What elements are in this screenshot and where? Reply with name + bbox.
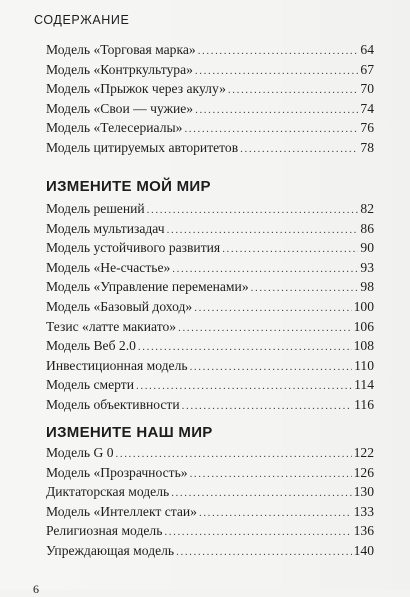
toc-entry-page: 130: [353, 484, 374, 500]
section-heading-change-my-world: ИЗМЕНИТЕ МОЙ МИР: [46, 178, 211, 195]
toc-entry: [46, 40, 374, 60]
toc-entry-title: Модель Веб 2.0: [46, 338, 136, 354]
toc-entry: [46, 521, 374, 541]
toc-entry-title: Модель смерти: [46, 377, 134, 393]
toc-entry-page: 140: [353, 542, 374, 558]
toc-entry-title: Модель устойчивого развития: [46, 240, 221, 256]
toc-entry-title: Модель «Не-счастье»: [46, 259, 171, 275]
toc-entry: [46, 60, 374, 80]
toc-entry: [46, 297, 374, 317]
toc-entry: [46, 375, 374, 395]
toc-entry: [46, 219, 374, 239]
toc-entry-title: Модель «Телесериалы»: [46, 120, 183, 136]
toc-entry-page: 133: [353, 503, 374, 519]
toc-entry-title: Модель «Свои — чужие»: [46, 100, 194, 116]
toc-entry-page: 70: [360, 81, 374, 97]
toc-entry-page: 106: [353, 318, 374, 334]
section-heading-change-our-world: ИЗМЕНИТЕ НАШ МИР: [46, 424, 213, 441]
dot-leader: [240, 140, 358, 160]
toc-entry-page: 90: [360, 240, 374, 256]
toc-entry-title: Модель «Прыжок через акулу»: [46, 81, 226, 97]
toc-entry: [46, 541, 374, 561]
toc-entry-page: 74: [360, 100, 374, 116]
toc-entry: [46, 238, 374, 258]
toc-entry: [46, 79, 374, 99]
toc-entry-page: 76: [360, 120, 374, 136]
toc-entry-page: 100: [353, 298, 374, 314]
toc-entry: [46, 395, 374, 415]
toc-block-2: [46, 199, 374, 415]
toc-entry: [46, 138, 374, 158]
toc-entry-page: 110: [354, 357, 374, 373]
toc-entry-title: Модель «Прозрачность»: [46, 464, 188, 480]
toc-entry: [46, 356, 374, 376]
toc-entry-page: 67: [360, 61, 374, 77]
toc-entry-title: Модель G 0: [46, 445, 114, 460]
toc-entry-page: 93: [360, 259, 374, 275]
toc-entry: [46, 482, 374, 502]
toc-entry: [46, 199, 374, 219]
toc-block-3: [46, 443, 374, 561]
page-number-folio: 6: [33, 582, 39, 596]
toc-entry-title: Модель «Контркультура»: [46, 61, 193, 77]
dot-leader: [182, 397, 352, 417]
toc-entry-title: Тезис «латте макиато»: [46, 318, 177, 334]
toc-entry-title: Модель «Торговая марка»: [46, 42, 196, 57]
toc-entry-page: 98: [360, 279, 374, 295]
toc-entry-page: 86: [360, 220, 374, 236]
toc-entry: [46, 443, 374, 463]
toc-entry-page: 82: [360, 201, 374, 216]
toc-entry-page: 78: [360, 139, 374, 155]
toc-entry: [46, 336, 374, 356]
toc-entry-page: 136: [353, 523, 374, 539]
toc-entry-title: Религиозная модель: [46, 523, 163, 539]
toc-entry-title: Модель «Базовый доход»: [46, 298, 193, 314]
toc-entry-page: 114: [354, 377, 374, 393]
toc-entry-title: Модель «Интеллект стаи»: [46, 503, 197, 519]
toc-entry-title: Модель цитируемых авторитетов: [46, 139, 239, 155]
dot-leader: [176, 543, 351, 563]
toc-entry-title: Модель мультизадач: [46, 220, 165, 236]
toc-entry: [46, 317, 374, 337]
toc-entry-title: Модель «Управление переменами»: [46, 279, 249, 295]
toc-entry-title: Модель решений: [46, 201, 145, 216]
toc-entry-page: 64: [360, 42, 374, 57]
running-head: СОДЕРЖАНИЕ: [34, 13, 130, 27]
toc-block-1: [46, 40, 374, 158]
toc-entry-title: Упреждающая модель: [46, 542, 175, 558]
toc-entry: [46, 502, 374, 522]
toc-entry-title: Инвестиционная модель: [46, 357, 188, 373]
toc-entry: [46, 99, 374, 119]
toc-entry-page: 108: [353, 338, 374, 354]
toc-entry: [46, 463, 374, 483]
toc-entry-page: 126: [353, 464, 374, 480]
toc-entry: [46, 258, 374, 278]
toc-entry-title: Модель объективности: [46, 396, 180, 412]
toc-entry: [46, 277, 374, 297]
toc-entry-page: 122: [353, 445, 374, 460]
toc-entry-page: 116: [354, 396, 374, 412]
toc-entry-title: Диктаторская модель: [46, 484, 170, 500]
toc-entry: [46, 118, 374, 138]
